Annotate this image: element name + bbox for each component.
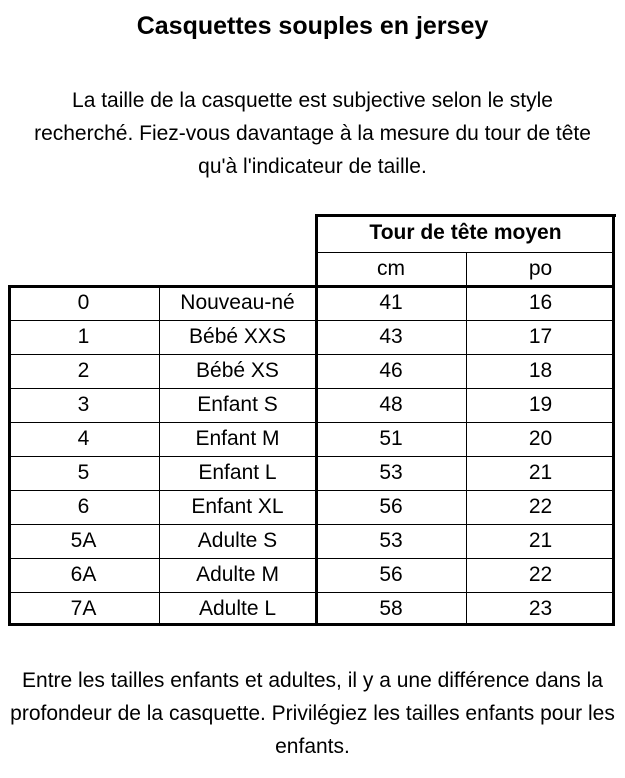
in-value-cell: 21 <box>528 461 553 484</box>
in-value-cell: 17 <box>528 325 553 348</box>
row-divider <box>8 558 615 559</box>
row-divider <box>8 524 615 525</box>
size-label-cell: Adulte L <box>198 597 277 620</box>
size-label-cell: Bébé XS <box>196 359 279 382</box>
body-top-border <box>8 285 615 288</box>
cm-value-cell: 53 <box>379 461 403 484</box>
size-label-cell: Bébé XXS <box>189 325 286 348</box>
header-right-border <box>612 214 615 286</box>
row-divider <box>8 592 615 593</box>
in-value-cell: 19 <box>528 393 553 416</box>
size-code-cell: 0 <box>77 291 90 314</box>
body-bottom-border <box>8 623 615 626</box>
outro-paragraph: Entre les tailles enfants et adultes, il y a une différence dans la profondeur de la casquette. Privilégiez les tailles enfants pour les enfants. <box>10 669 615 758</box>
size-code-cell: 1 <box>77 325 90 348</box>
size-label-cell: Nouveau-né <box>180 291 295 314</box>
header-top-border <box>315 214 616 217</box>
cm-value-cell: 41 <box>379 291 403 314</box>
size-code-cell: 3 <box>77 393 90 416</box>
in-value-cell: 21 <box>528 529 553 552</box>
in-value-cell: 22 <box>528 563 553 586</box>
cm-value-cell: 58 <box>379 597 403 620</box>
page-title: Casquettes souples en jersey <box>136 12 489 40</box>
unit-in-header: po <box>528 257 553 280</box>
cm-value-cell: 48 <box>379 393 403 416</box>
row-divider <box>8 456 615 457</box>
size-label-cell: Enfant M <box>195 427 280 450</box>
size-code-cell: 2 <box>77 359 90 382</box>
row-divider <box>8 388 615 389</box>
intro-paragraph: La taille de la casquette est subjective selon le style recherché. Fiez-vous davantage à la mesure du tour de tête qu'à l'indicateur de taille. <box>34 89 591 178</box>
cm-value-cell: 56 <box>379 563 403 586</box>
in-value-cell: 16 <box>528 291 553 314</box>
size-label-cell: Enfant S <box>197 393 278 416</box>
size-code-cell: 5A <box>70 529 97 552</box>
cm-value-cell: 53 <box>379 529 403 552</box>
size-code-cell: 7A <box>70 597 97 620</box>
size-table <box>8 214 615 630</box>
cm-value-cell: 56 <box>379 495 403 518</box>
size-label-cell: Enfant XL <box>191 495 284 518</box>
in-value-cell: 20 <box>528 427 553 450</box>
row-divider <box>8 422 615 423</box>
size-code-cell: 6 <box>77 495 90 518</box>
size-label-cell: Adulte S <box>197 529 278 552</box>
group-header-cell: Tour de tête moyen <box>369 221 562 244</box>
in-value-cell: 22 <box>528 495 553 518</box>
header-left-border <box>315 214 318 286</box>
cm-value-cell: 43 <box>379 325 403 348</box>
size-code-cell: 6A <box>70 563 97 586</box>
size-label-cell: Enfant L <box>198 461 277 484</box>
size-label-cell: Adulte M <box>196 563 279 586</box>
cm-value-cell: 46 <box>379 359 403 382</box>
in-value-cell: 23 <box>528 597 553 620</box>
row-divider <box>8 490 615 491</box>
size-code-cell: 4 <box>77 427 90 450</box>
size-code-cell: 5 <box>77 461 90 484</box>
row-divider <box>8 320 615 321</box>
in-value-cell: 18 <box>528 359 553 382</box>
header-unit-divider <box>466 252 467 286</box>
unit-cm-header: cm <box>377 257 405 280</box>
cm-value-cell: 51 <box>379 427 403 450</box>
row-divider <box>8 354 615 355</box>
